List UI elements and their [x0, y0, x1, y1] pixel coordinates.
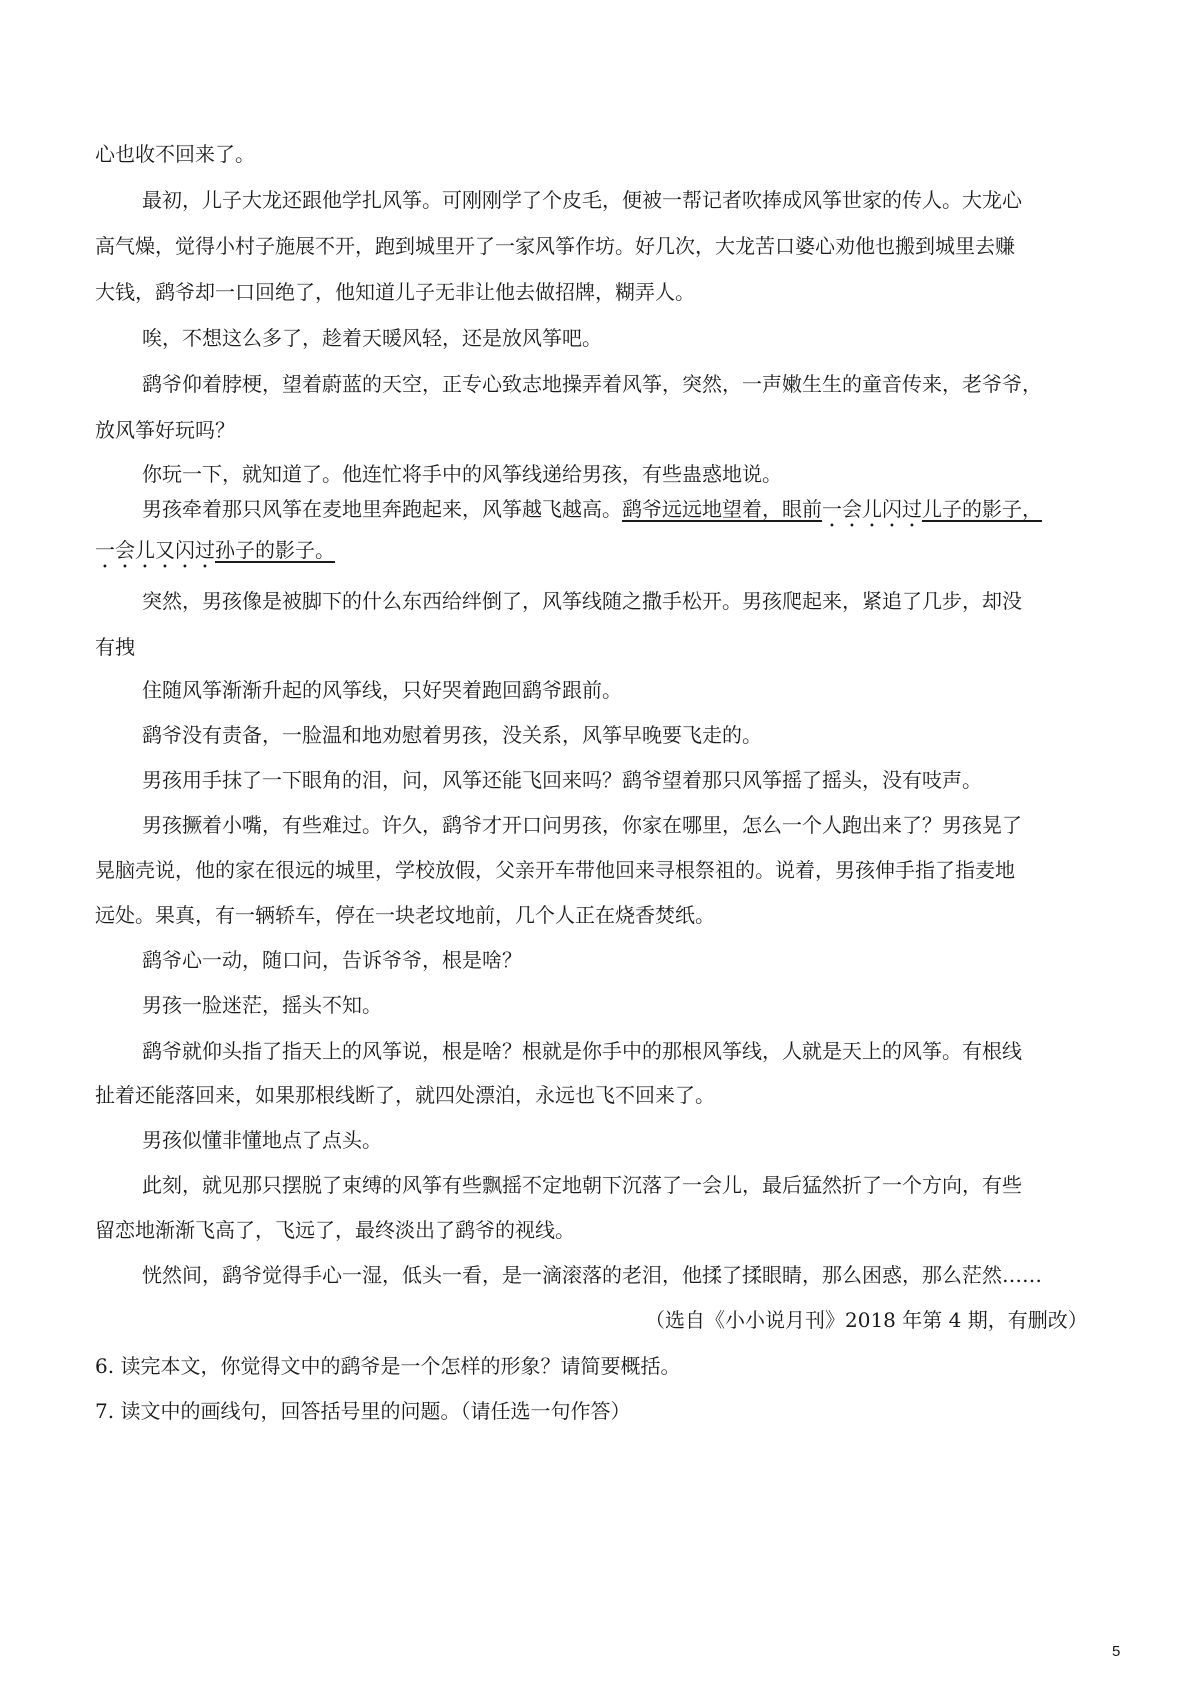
text-line	[142, 723, 762, 747]
text-segment: 男孩用手抹了一下眼角的泪，问，风筝还能飞回来吗？鹞爷望着那只风筝摇了摇头，没有吱声。	[142, 768, 982, 792]
text-segment: 男孩似懂非懂地点了点头。	[142, 1128, 382, 1152]
text-segment: 心也收不回来了。	[95, 142, 255, 166]
underlined-phrase: 鹞爷远远地望着，眼前	[622, 497, 822, 521]
text-line	[142, 948, 522, 972]
text-line	[142, 768, 982, 792]
text-line	[142, 1173, 1022, 1197]
text-line	[95, 1083, 715, 1107]
text-segment: 恍然间，鹞爷觉得手心一湿，低头一看，是一滴滚落的老泪，他揉了揉眼睛，那么困惑，那么茫然……	[142, 1263, 1042, 1287]
text-segment: 突然，男孩像是被脚下的什么东西给绊倒了，风筝线随之撒手松开。男孩爬起来，紧追了几步，却没	[142, 589, 1022, 613]
text-segment: 扯着还能落回来，如果那根线断了，就四处漂泊，永远也飞不回来了。	[95, 1083, 715, 1107]
text-line	[142, 1039, 1022, 1063]
text-line	[645, 1308, 1088, 1332]
text-line	[142, 813, 1022, 837]
text-segment: 最初，儿子大龙还跟他学扎风筝。可刚刚学了个皮毛，便被一帮记者吹捧成风筝世家的传人。大龙心	[142, 188, 1022, 212]
text-line	[95, 635, 135, 659]
text-segment: 此刻，就见那只摆脱了束缚的风筝有些飘摇不定地朝下沉落了一会儿，最后猛然折了一个方向，有些	[142, 1173, 1022, 1197]
text-line	[142, 589, 1022, 613]
text-segment: 鹞爷就仰头指了指天上的风筝说，根是啥？根就是你手中的那根风筝线，人就是天上的风筝。有根线	[142, 1039, 1022, 1063]
text-line	[142, 462, 782, 486]
text-segment: 鹞爷没有责备，一脸温和地劝慰着男孩，没关系，风筝早晚要飞走的。	[142, 723, 762, 747]
text-segment: 鹞爷仰着脖梗，望着蔚蓝的天空，正专心致志地操弄着风筝，突然，一声嫩生生的童音传来，老爷爷，	[142, 372, 1042, 396]
text-segment: 有拽	[95, 635, 135, 659]
dotted-emphasis-phrase: 一会儿又闪过	[95, 538, 215, 562]
text-segment: 男孩撅着小嘴，有些难过。许久，鹞爷才开口问男孩，你家在哪里，怎么一个人跑出来了？男孩晃了	[142, 813, 1022, 837]
text-line	[95, 234, 1015, 258]
text-segment: 男孩牵着那只风筝在麦地里奔跑起来，风筝越飞越高。	[142, 497, 622, 521]
text-line	[95, 858, 1015, 882]
text-line	[95, 1218, 575, 1242]
text-line	[142, 1263, 1042, 1287]
text-segment: （选自《小小说月刊》2018 年第 4 期，有删改）	[645, 1308, 1088, 1332]
text-segment: 远处。果真，有一辆轿车，停在一块老坟地前，几个人正在烧香焚纸。	[95, 903, 715, 927]
dotted-emphasis-phrase: 一会儿闪过	[822, 497, 922, 521]
text-line	[142, 497, 1042, 532]
text-line	[95, 1399, 630, 1423]
text-segment: 住随风筝渐渐升起的风筝线，只好哭着跑回鹞爷跟前。	[142, 678, 622, 702]
text-line	[142, 188, 1022, 212]
text-line	[95, 1354, 680, 1378]
text-line	[95, 142, 255, 166]
text-line	[142, 1128, 382, 1152]
text-line	[95, 280, 695, 304]
text-segment: 大钱，鹞爷却一口回绝了，他知道儿子无非让他去做招牌，糊弄人。	[95, 280, 695, 304]
text-line	[95, 903, 715, 927]
text-line	[95, 538, 335, 573]
text-segment: 你玩一下，就知道了。他连忙将手中的风筝线递给男孩，有些蛊惑地说。	[142, 462, 782, 486]
text-segment: 高气燥，觉得小村子施展不开，跑到城里开了一家风筝作坊。好几次，大龙苦口婆心劝他也搬到城里去赚	[95, 234, 1015, 258]
underlined-phrase: 孙子的影子。	[215, 538, 335, 562]
page-number: 5	[1112, 1643, 1121, 1660]
underlined-phrase: 儿子的影子，	[922, 497, 1042, 521]
text-segment: 鹞爷心一动，随口问，告诉爷爷，根是啥？	[142, 948, 522, 972]
text-segment: 留恋地渐渐飞高了，飞远了，最终淡出了鹞爷的视线。	[95, 1218, 575, 1242]
text-line	[95, 418, 235, 442]
text-line	[142, 678, 622, 702]
text-line	[142, 993, 382, 1017]
text-segment: 放风筝好玩吗？	[95, 418, 235, 442]
text-segment: 7. 读文中的画线句，回答括号里的问题。（请任选一句作答）	[95, 1399, 631, 1423]
text-segment: 唉，不想这么多了，趁着天暖风轻，还是放风筝吧。	[142, 326, 602, 350]
text-line	[142, 372, 1042, 396]
text-segment: 晃脑壳说，他的家在很远的城里，学校放假，父亲开车带他回来寻根祭祖的。说着，男孩伸手指了指麦地	[95, 858, 1015, 882]
text-segment: 男孩一脸迷茫，摇头不知。	[142, 993, 382, 1017]
text-line	[142, 326, 602, 350]
text-segment: 6. 读完本文，你觉得文中的鹞爷是一个怎样的形象？请简要概括。	[95, 1354, 681, 1378]
